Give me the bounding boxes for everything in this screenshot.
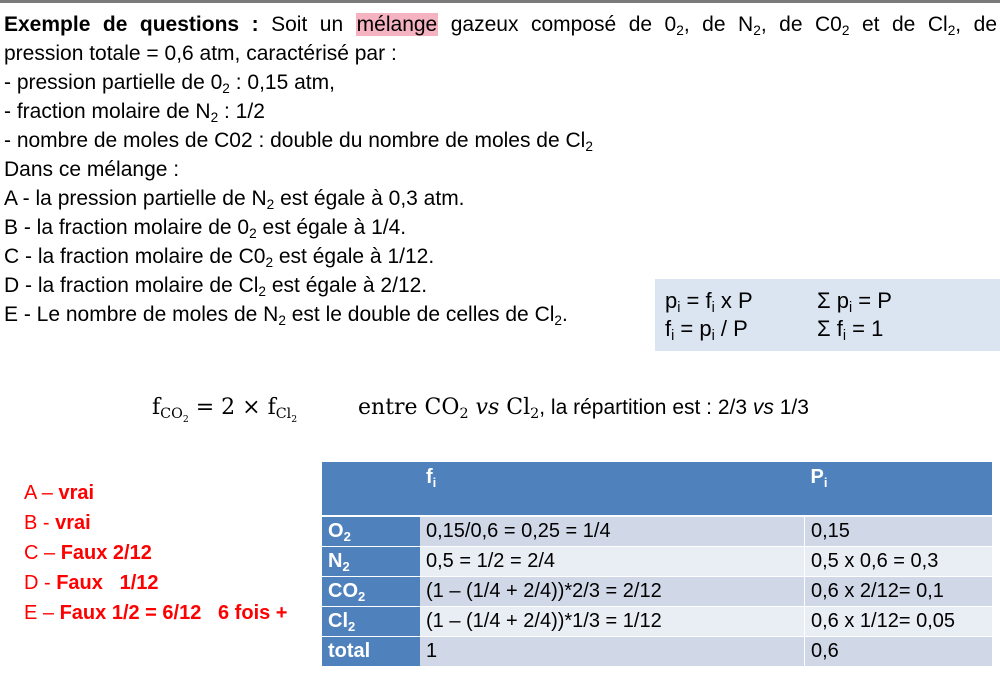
option-a: A - la pression partielle de $N_2$ est égale à 0,3 atm. bbox=[4, 187, 465, 212]
option-b: B - la fraction molaire de $0_2$ est égale à 1/4. bbox=[4, 216, 407, 241]
condition-1: - pression partielle de $0_2$ : 0,15 atm, bbox=[4, 71, 335, 96]
dans-ce-melange: Dans ce mélange : bbox=[4, 158, 180, 181]
cell-p: 0,5 x 0,6 = 0,3 bbox=[805, 547, 993, 577]
highlighted-word: mélange bbox=[356, 13, 438, 36]
formula-pi: $p_i = f_i$ x P bbox=[665, 288, 753, 316]
cell-f: 1 bbox=[420, 637, 805, 667]
cell-f: 0,5 = 1/2 = 2/4 bbox=[420, 547, 805, 577]
cell-p: 0,15 bbox=[805, 516, 993, 547]
formula-sum-f: Σ $f_i = 1$ bbox=[817, 316, 884, 344]
option-c: C - la fraction molaire de $C0_2$ est égale à 1/12. bbox=[4, 245, 435, 270]
equation-lhs: $f_{CO_2} = 2 \times f_{Cl_2}$ bbox=[152, 395, 298, 425]
formula-sum-p: Σ $p_i = P$ bbox=[817, 288, 892, 316]
condition-3: - nombre de moles de C02 : double du nombre de moles de $Cl_2$ bbox=[4, 129, 593, 154]
header-empty bbox=[322, 462, 420, 516]
cell-f: 0,15/0,6 = 0,25 = 1/4 bbox=[420, 516, 805, 547]
cell-p: 0,6 x 1/12= 0,05 bbox=[805, 607, 993, 637]
species-total: total bbox=[322, 637, 420, 667]
table-row bbox=[322, 516, 992, 547]
species-cl2: $Cl_2$ bbox=[322, 607, 420, 637]
formula-box bbox=[655, 279, 1000, 351]
cell-f: (1 – (1/4 + 2/4))*2/3 = 2/12 bbox=[420, 577, 805, 607]
answer-c: C – Faux 2/12 bbox=[24, 542, 152, 564]
species-n2: $N_2$ bbox=[322, 547, 420, 577]
species-o2: $O_2$ bbox=[322, 516, 420, 547]
table-header-row bbox=[322, 462, 992, 516]
table-row bbox=[322, 547, 992, 577]
formula-fi: $f_i = p_i / P$ bbox=[665, 316, 748, 344]
equation-repartition: entre $CO_2$ vs $Cl_2$, la répartition est : 2/3 vs 1/3 bbox=[358, 395, 809, 422]
results-table bbox=[322, 462, 992, 666]
header-p: $P_i$ bbox=[805, 462, 993, 516]
table-row bbox=[322, 607, 992, 637]
answer-b: B - vrai bbox=[24, 512, 91, 534]
cell-p: 0,6 bbox=[805, 637, 993, 667]
answer-e: E – Faux 1/2 = 6/12 6 fois + bbox=[24, 602, 288, 624]
table-row bbox=[322, 577, 992, 607]
answer-a: A – vrai bbox=[24, 482, 95, 504]
condition-2: - fraction molaire de $N_2$ : 1/2 bbox=[4, 100, 265, 125]
cell-p: 0,6 x 2/12= 0,1 bbox=[805, 577, 993, 607]
top-divider bbox=[0, 0, 1000, 3]
intro-line-2: pression totale = 0,6 atm, caractérisé par : bbox=[4, 42, 397, 65]
header-f: $f_i$ bbox=[420, 462, 805, 516]
table-row bbox=[322, 637, 992, 667]
cell-f: (1 – (1/4 + 2/4))*1/3 = 1/12 bbox=[420, 607, 805, 637]
question-title: Exemple de questions : bbox=[4, 13, 259, 36]
intro-line-1: Exemple de questions : Soit un mélange gazeux composé de $0_2$, de $N_2$, de $C0_2$ et de $Cl_2$, de bbox=[4, 13, 997, 38]
option-e: E - Le nombre de moles de $N_2$ est le double de celles de $Cl_2$. bbox=[4, 303, 568, 328]
option-d: D - la fraction molaire de $Cl_2$ est égale à 2/12. bbox=[4, 274, 428, 299]
answer-d: D - Faux 1/12 bbox=[24, 572, 159, 594]
species-co2: $CO_2$ bbox=[322, 577, 420, 607]
answer-list bbox=[24, 478, 287, 628]
